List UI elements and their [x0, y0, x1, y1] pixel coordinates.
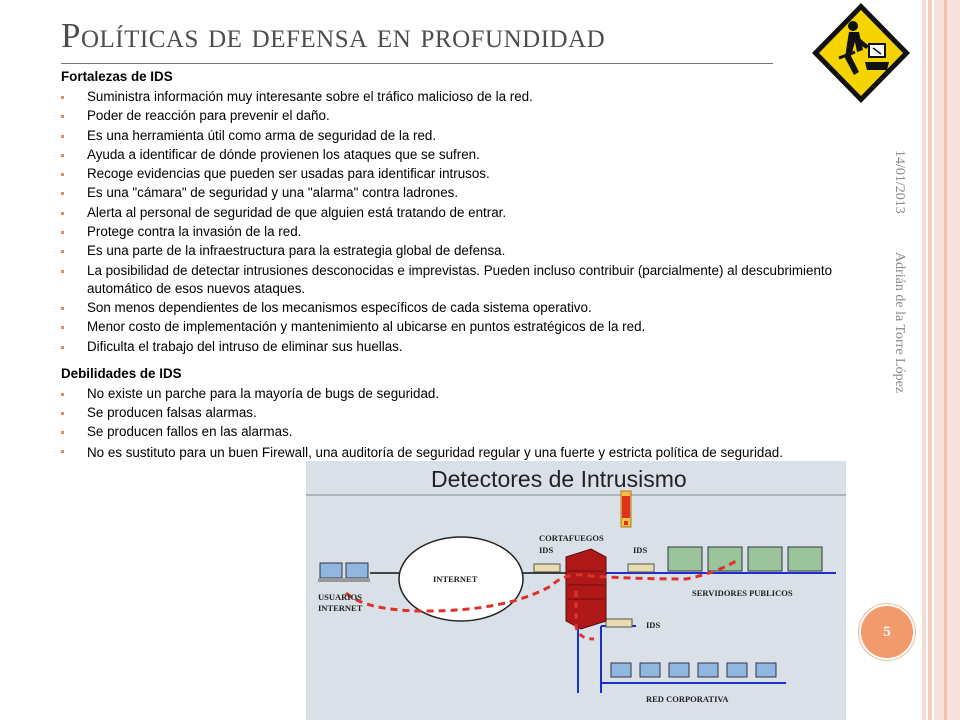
bullet-icon — [61, 212, 64, 215]
bullet-icon — [61, 154, 64, 157]
list-item: Dificulta el trabajo del intruso de eliminar sus huellas. — [61, 338, 851, 356]
bullet-icon — [61, 431, 64, 434]
list-item: No existe un parche para la mayoría de bugs de seguridad. — [61, 385, 851, 403]
corporate-computers-icon — [611, 663, 776, 677]
list-item: Ayuda a identificar de dónde provienen los ataques que se sufren. — [61, 146, 851, 164]
list-item: Suministra información muy interesante sobre el tráfico malicioso de la red. — [61, 88, 851, 106]
bullet-icon — [61, 115, 64, 118]
slide-date: 14/01/2013 — [892, 150, 907, 214]
bullet-icon — [61, 270, 64, 273]
list-item: Se producen falsas alarmas. — [61, 404, 851, 422]
public-servers-label: SERVIDORES PUBLICOS — [692, 588, 793, 598]
bullet-icon — [61, 326, 64, 329]
bullet-icon — [61, 173, 64, 176]
list-item: La posibilidad de detectar intrusiones desconocidas e imprevistas. Pueden incluso contribuir (parcialmente) al descubrimiento automático de esos nuevos ataques. — [61, 262, 851, 298]
slide-body — [61, 68, 851, 466]
side-stripe — [928, 0, 932, 720]
bullet-icon — [61, 135, 64, 138]
list-item: Alerta al personal de seguridad de que alguien está tratando de entrar. — [61, 204, 851, 222]
ids-label: IDS — [646, 620, 661, 630]
list-item: Son menos dependientes de los mecanismos específicos de cada sistema operativo. — [61, 299, 851, 317]
bullet-icon — [61, 96, 64, 99]
strengths-heading: Fortalezas de IDS — [61, 69, 173, 84]
list-item: Es una parte de la infraestructura para la estrategia global de defensa. — [61, 242, 851, 260]
bullet-icon — [61, 346, 64, 349]
diagram-title: Detectores de Intrusismo — [431, 466, 687, 492]
list-item: No es sustituto para un buen Firewall, una auditoría de seguridad regular y una fuerte y estricta política de seguridad. — [61, 442, 851, 464]
side-stripe — [944, 0, 947, 720]
title-underline — [61, 63, 773, 64]
list-item: Protege contra la invasión de la red. — [61, 223, 851, 241]
internet-label: INTERNET — [433, 574, 478, 584]
slide-author: Adrián de la Torre López — [892, 252, 907, 394]
bullet-icon — [61, 192, 64, 195]
list-item: Es una "cámara" de seguridad y una "alarma" contra ladrones. — [61, 184, 851, 202]
public-servers-icon — [668, 547, 822, 571]
bullet-icon — [61, 393, 64, 396]
bullet-icon — [61, 231, 64, 234]
list-item: Menor costo de implementación y mantenimiento al ubicarse en puntos estratégicos de la red. — [61, 318, 851, 336]
bullet-icon — [61, 307, 64, 310]
page-number-badge: 5 — [859, 604, 915, 660]
users-label: INTERNET — [318, 603, 363, 613]
users-label: USUARIOS — [318, 592, 362, 602]
list-item: Se producen fallos en las alarmas. — [61, 423, 851, 441]
firewall-label: CORTAFUEGOS — [539, 533, 604, 543]
weaknesses-heading: Debilidades de IDS — [61, 365, 182, 381]
ids-label: IDS — [633, 545, 648, 555]
bullet-icon — [61, 412, 64, 415]
list-item: Es una herramienta útil como arma de seguridad de la red. — [61, 127, 851, 145]
slide-title: Políticas de defensa en profundidad — [61, 16, 606, 55]
list-item: Poder de reacción para prevenir el daño. — [61, 107, 851, 125]
users-computers-icon — [318, 563, 370, 582]
bullet-icon — [61, 250, 64, 253]
strengths-list — [61, 88, 851, 356]
corporate-network-label: RED CORPORATIVA — [646, 694, 729, 704]
intrusion-detection-diagram — [306, 461, 846, 720]
side-stripe — [922, 0, 926, 720]
list-item: Recoge evidencias que pueden ser usadas para identificar intrusos. — [61, 165, 851, 183]
ids-label: IDS — [539, 545, 554, 555]
weaknesses-list — [61, 385, 851, 465]
bullet-icon — [61, 450, 64, 453]
side-stripe — [934, 0, 960, 720]
